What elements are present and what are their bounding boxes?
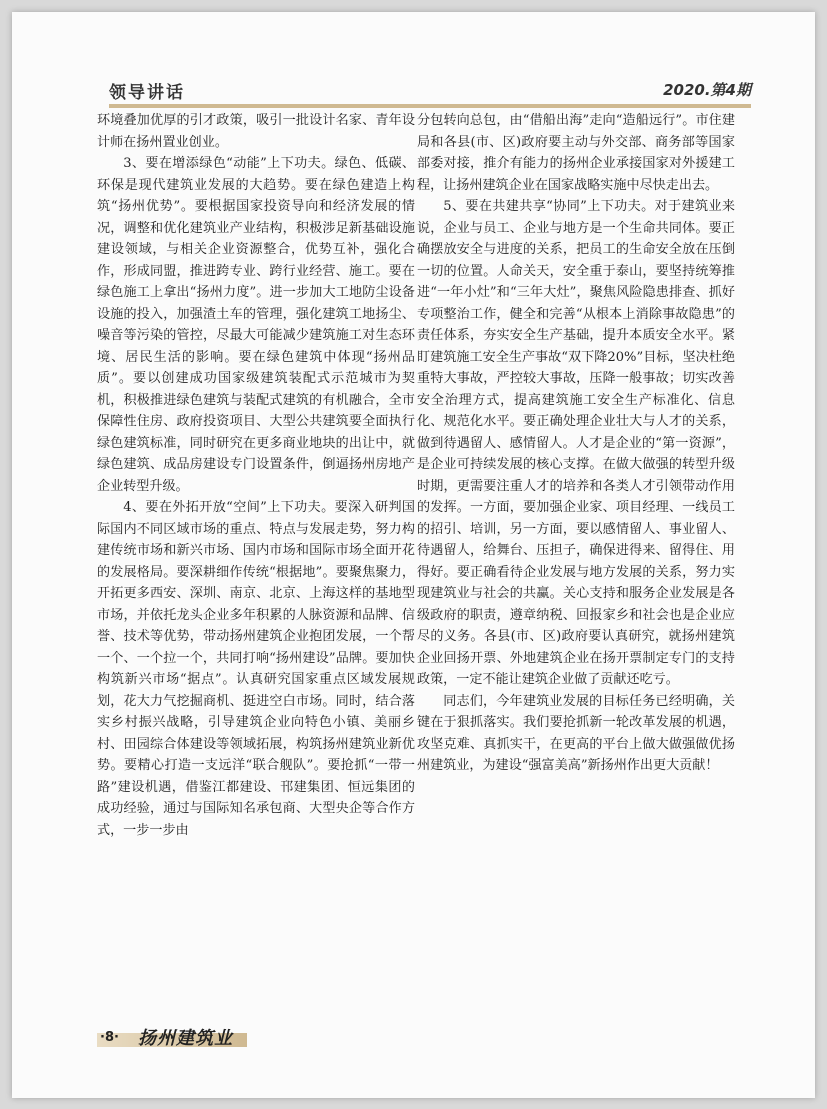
- paragraph: 环境叠加优厚的引才政策，吸引一批设计名家、青年设计师在扬州置业创业。: [97, 113, 415, 150]
- paragraph: 3、要在增添绿色“动能”上下功夫。绿色、低碳、环保是现代建筑业发展的大趋势。要在绿色建造上构筑“扬州优势”。要根据国家投资导向和经济发展的情况，调整和优化建筑业产业结构，积极涉足新基础设施建设领域，与相关企业资源整合，优势互补，强化合作，形成同盟，推进跨专业、跨行业经营、施工。要在绿色施工上拿出“扬州力度”。进一步加大工地防尘设备设施的投入，加强渣土车的管理，强化建筑工地扬尘、噪音等污染的管控，尽最大可能减少建筑施工对生态环境、居民生活的影响。要在绿色建筑中体现“扬州品质”。要以创建成功国家级建筑装配式示范城市为契机，积极推进绿色建筑与装配式建筑的有机融合，全市保障性住房、政府投资项目、大型公共建筑要全面执行绿色建筑标准，同时研究在更多商业地块的出让中，就绿色建筑、成品房建设专门设置条件，倒逼扬州房地产企业转型升级。: [97, 156, 415, 494]
- page-header: [109, 78, 751, 108]
- issue-number: 2020.第4期: [663, 81, 751, 99]
- paragraph: 分包转向总包，由“借船出海”走向“造船远行”。市住建局和各县(市、区)政府要主动与外交部、商务部等国家部委对接，推介有能力的扬州企业承接国家对外援建工程，让扬州建筑企业在国家战略实施中尽快走出去。: [417, 113, 735, 193]
- magazine-logo: 扬州建筑业: [138, 1028, 233, 1049]
- right-column: [417, 110, 735, 777]
- paragraph: 同志们，今年建筑业发展的目标任务已经明确，关键在于狠抓落实。我们要抢抓新一轮改革发展的机遇，攻坚克难、真抓实干，在更高的平台上做大做强做优扬州建筑业，为建设“强富美高”新扬州作出更大贡献！: [417, 693, 735, 773]
- page-number: ·8·: [100, 1030, 119, 1045]
- left-column: [97, 110, 415, 841]
- paragraph: 4、要在外拓开放“空间”上下功夫。要深入研判国际国内不同区域市场的重点、特点与发展走势，努力构建传统市场和新兴市场、国内市场和国际市场全面开花的发展格局。要深耕细作传统“根据地”。要聚焦聚力，开拓更多西安、深圳、南京、北京、上海这样的基地型市场，并依托龙头企业多年积累的人脉资源和品牌、信誉、技术等优势，带动扬州建筑企业抱团发展，一个帮一个、一个拉一个，共同打响“扬州建设”品牌。要加快构筑新兴市场“据点”。认真研究国家重点区域发展规划，花大力气挖掘商机、挺进空白市场。同时，结合落实乡村振兴战略，引导建筑企业向特色小镇、美丽乡村、田园综合体建设等领域拓展，构筑扬州建筑业新优势。要精心打造一支远洋“联合舰队”。要抢抓“一带一路”建设机遇，借鉴江都建设、邗建集团、恒远集团的成功经验，通过与国际知名承包商、大型央企等合作方式，一步一步由: [97, 500, 415, 838]
- section-title: 领导讲话: [109, 83, 185, 103]
- paragraph: 5、要在共建共享“协同”上下功夫。对于建筑业来说，企业与员工、企业与地方是一个生命共同体。要正确摆放安全与进度的关系，把员工的生命安全放在压倒一切的位置。人命关天，安全重于泰山，要坚持统筹推进“一年小灶”和“三年大灶”，聚焦风险隐患排查、抓好专项整治工作，健全和完善“从根本上消除事故隐患”的责任体系，夯实安全生产基础，提升本质安全水平。紧盯建筑施工安全生产事故“双下降20%”目标，坚决杜绝重特大事故，严控较大事故，压降一般事故；切实改善安全治理方式，提高建筑施工安全生产标准化、信息化、规范化水平。要正确处理企业壮大与人才的关系，做到待遇留人、感情留人。人才是企业的“第一资源”，是企业可持续发展的核心支撑。在做大做强的转型升级时期，更需要注重人才的培养和各类人才引领带动作用的发挥。一方面，要加强企业家、项目经理、一线员工的招引、培训，另一方面，要以感情留人、事业留人、待遇留人，给舞台、压担子，确保进得来、留得住、用得好。要正确看待企业发展与地方发展的关系，努力实现建筑业与社会的共赢。关心支持和服务企业发展是各级政府的职责，遵章纳税、回报家乡和社会也是企业应尽的义务。各县(市、区)政府要认真研究，就扬州建筑企业回扬开票、外地建筑企业在扬开票制定专门的支持政策，一定不能让建筑企业做了贡献还吃亏。: [417, 199, 735, 687]
